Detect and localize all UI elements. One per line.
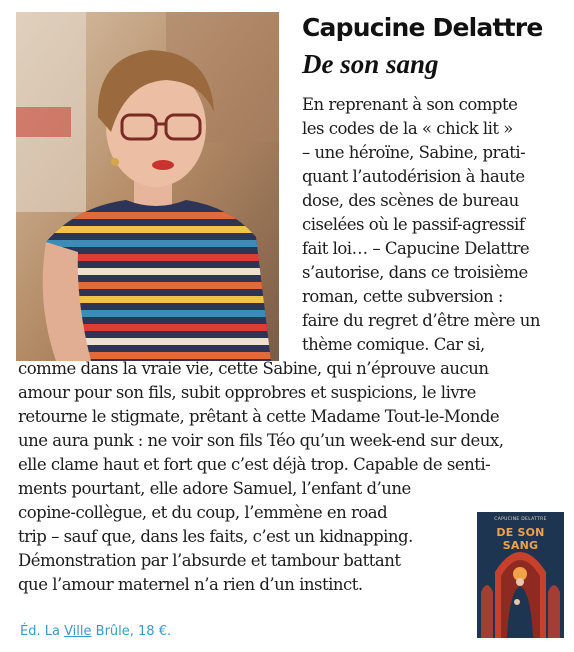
body-line: ments pourtant, elle adore Samuel, l’enfant d’une <box>18 479 411 498</box>
author-photo <box>16 12 279 361</box>
body-line: Démonstration par l’absurde et tambour battant <box>18 551 401 570</box>
portrait-illustration <box>16 12 279 361</box>
body-line: s’autorise, dans ce troisième <box>302 263 528 282</box>
credit-suffix: Brûle, 18 €. <box>91 624 172 639</box>
body-line: que l’amour maternel n’a rien d’un instinct. <box>18 575 363 594</box>
body-line: – une héroïne, Sabine, prati- <box>302 143 526 162</box>
body-line: fait loi… – Capucine Delattre <box>302 239 530 258</box>
body-line: roman, cette subversion : <box>302 287 503 306</box>
body-line: amour pour son fils, subit opprobres et suspicions, le livre <box>18 383 476 402</box>
body-line: quant l’autodérision à haute <box>302 167 525 186</box>
book-cover <box>477 512 564 638</box>
body-line: retourne le stigmate, prêtant à cette Madame Tout-le-Monde <box>18 407 500 426</box>
body-line: ciselées où le passif-agressif <box>302 215 525 234</box>
body-line: dose, des scènes de bureau <box>302 191 519 210</box>
body-line: les codes de la « chick lit » <box>302 119 513 138</box>
publisher-credit <box>20 624 171 639</box>
credit-prefix: Éd. La <box>20 624 65 639</box>
body-line: En reprenant à son compte <box>302 95 518 114</box>
body-line: trip – sauf que, dans les faits, c’est un kidnapping. <box>18 527 413 546</box>
body-line: une aura punk : ne voir son fils Téo qu’un week-end sur deux, <box>18 431 504 450</box>
body-line: thème comique. Car si, <box>302 335 485 354</box>
body-line: elle clame haut et fort que c’est déjà trop. Capable de senti- <box>18 455 491 474</box>
cover-title: DE SON SANG <box>496 526 545 552</box>
author-name: Capucine Delattre <box>302 13 543 42</box>
body-line: comme dans la vraie vie, cette Sabine, qui n’éprouve aucun <box>18 359 489 378</box>
cover-author: CAPUCINE DELATTRE <box>494 517 547 522</box>
book-title: De son sang <box>302 49 439 79</box>
body-line: faire du regret d’être mère un <box>302 311 540 330</box>
publisher-link[interactable]: Ville <box>64 624 92 639</box>
body-line: copine-collègue, et du coup, l’emmène en road <box>18 503 388 522</box>
